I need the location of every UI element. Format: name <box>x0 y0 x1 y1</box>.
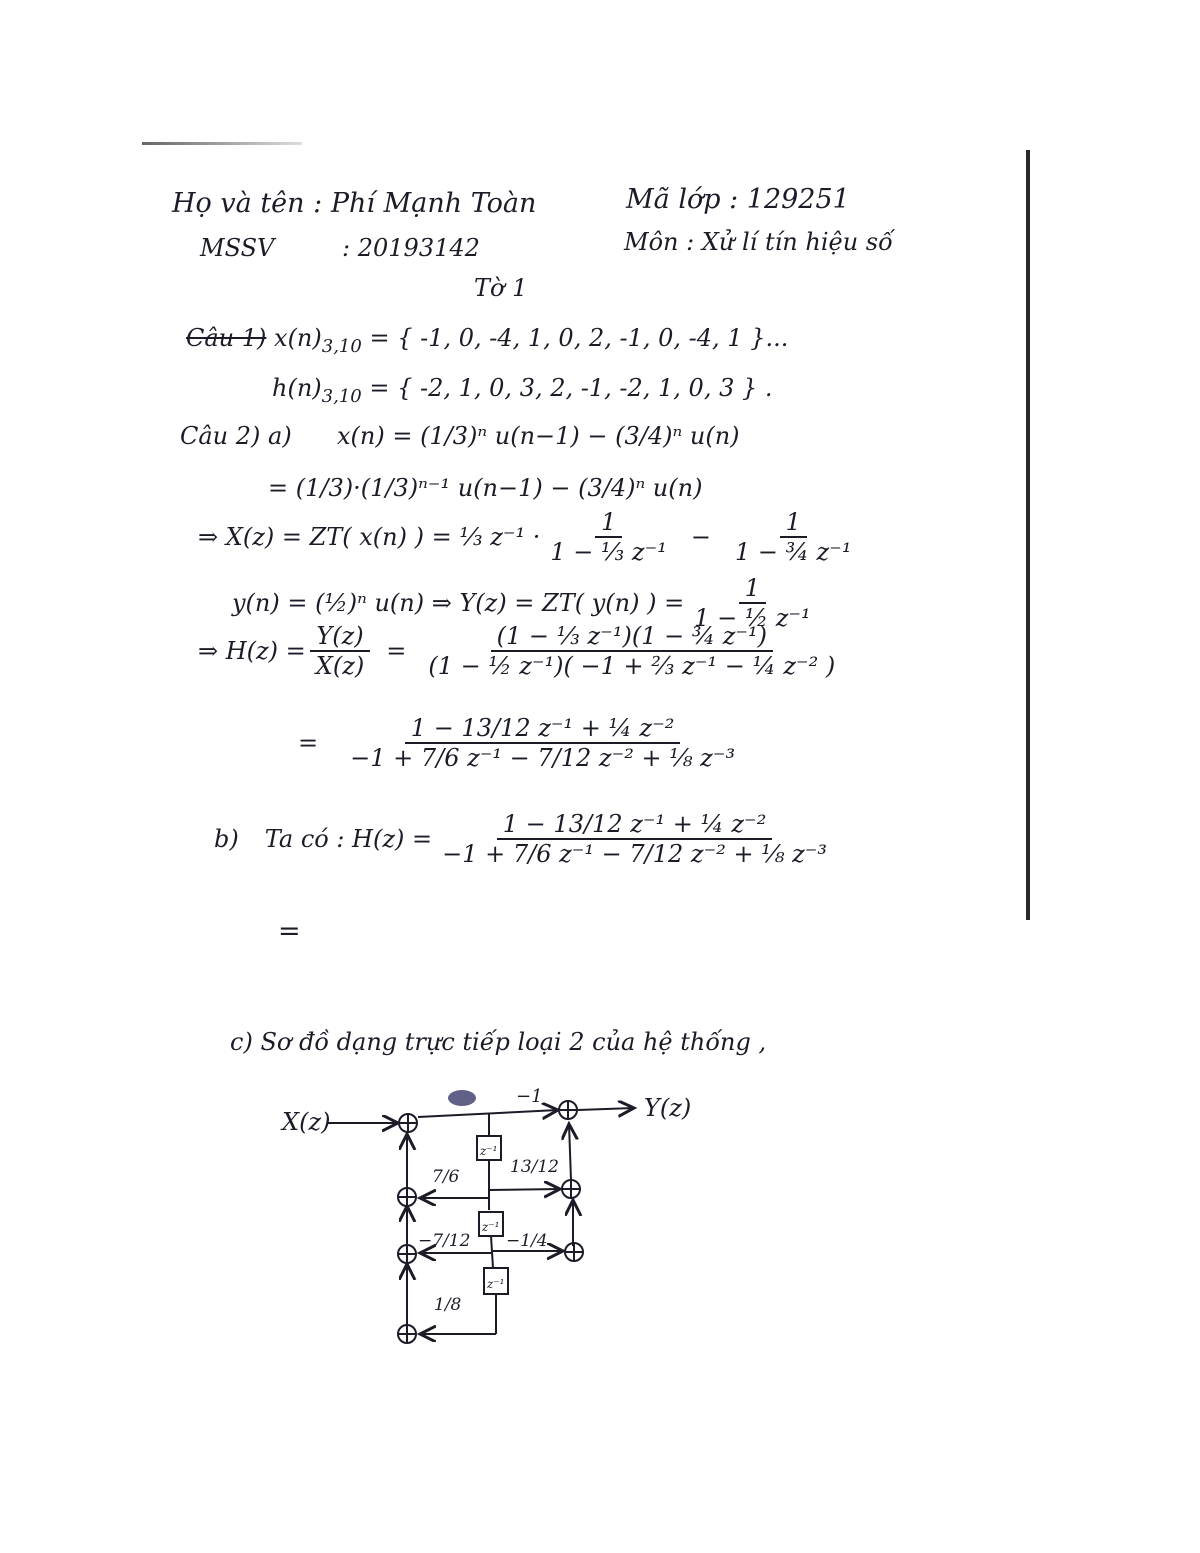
q2a-line6: = $\frac{\text{1 − 13/12 z⁻¹ + ¼ z⁻²}}{\text{−1 + 7/6 z⁻¹ − 7/12 z⁻² + ⅛ z⁻³}}$ <box>298 716 745 770</box>
q2b-part: b) <box>214 825 239 853</box>
adder-left-1 <box>398 1188 416 1206</box>
q2b-text: Ta có : H(z) = <box>264 825 433 853</box>
delay-label-2: z⁻¹ <box>482 1220 500 1234</box>
student-id-value: 20193142 <box>357 234 480 262</box>
q2a-y-fraction: $\frac{1}{\text{1 − ½ z⁻¹}}$ <box>694 574 811 632</box>
gain-left-1: 7/6 <box>432 1167 460 1187</box>
gain-left-3: 1/8 <box>434 1295 462 1315</box>
name-label: Họ và tên <box>172 188 305 219</box>
q2a-ztransform-x: ⇒ X(z) = ZT( x(n) ) = ⅓ z⁻¹ · <box>198 523 541 551</box>
q2c-text: Sơ đồ dạng trực tiếp loại 2 của hệ thống , <box>260 1028 767 1056</box>
class-field: Mã lớp : 129251 <box>626 184 850 215</box>
student-id-label: MSSV <box>200 234 275 262</box>
q2a-y-definition: y(n) = (½)ⁿ u(n) ⇒ Y(z) = ZT( y(n) ) = <box>232 589 685 617</box>
output-line <box>578 1108 634 1110</box>
adder-left-2 <box>398 1245 416 1263</box>
feedforward-branch-1 <box>489 1189 560 1190</box>
q2b-equals: = <box>278 916 301 947</box>
gain-left-2: −7/12 <box>418 1231 471 1251</box>
student-id-field: MSSV : 20193142 <box>200 234 480 262</box>
q2a-fraction-2: $\frac{1}{\text{1 − ¾ z⁻¹}}$ <box>734 508 852 566</box>
q2a-line2: = (1/3)·(1/3)ⁿ⁻¹ u(n−1) − (3/4)ⁿ u(n) <box>268 474 703 502</box>
q1-x-sequence: = { -1, 0, -4, 1, 0, 2, -1, 0, -4, 1 }... <box>369 324 789 352</box>
class-value: 129251 <box>746 184 850 215</box>
sheet-number: Tờ 1 <box>474 274 528 302</box>
subject-label: Môn <box>624 228 679 256</box>
ink-blot <box>448 1090 476 1106</box>
adder-input <box>399 1114 417 1132</box>
q2a-h-expanded: $\frac{\text{1 − 13/12 z⁻¹ + ¼ z⁻²}}{\text{−1 + 7/6 z⁻¹ − 7/12 z⁻² + ⅛ z⁻³}}$ <box>350 714 736 772</box>
delay-label-1: z⁻¹ <box>480 1144 498 1158</box>
adder-right-2 <box>565 1243 583 1261</box>
q2a-h-factored: $\frac{\text{(1 − ⅓ z⁻¹)(1 − ¾ z⁻¹)}}{\text{(1 − ½ z⁻¹)( −1 + ⅔ z⁻¹ − ¼ z⁻² )}}$ <box>428 622 836 680</box>
q1-label: Câu 1) <box>186 324 267 352</box>
adder-left-3 <box>398 1325 416 1343</box>
q2a-h-lhs: ⇒ H(z) = <box>198 637 306 665</box>
q2a-fraction-1: $\frac{1}{\text{1 − ⅓ z⁻¹}}$ <box>550 508 667 566</box>
q2a-part: a) <box>268 422 292 450</box>
gain-right-1: 13/12 <box>510 1157 559 1177</box>
name-value: Phí Mạnh Toàn <box>330 188 537 219</box>
delay-label-3: z⁻¹ <box>487 1277 505 1291</box>
q1-h-lhs: h(n) <box>272 374 322 402</box>
subject-field: Môn : Xử lí tín hiệu số <box>624 228 893 256</box>
q2a-x-definition: x(n) = (1/3)ⁿ u(n−1) − (3/4)ⁿ u(n) <box>336 422 740 450</box>
q2b-h-fraction: $\frac{\text{1 − 13/12 z⁻¹ + ¼ z⁻²}}{\text{−1 + 7/6 z⁻¹ − 7/12 z⁻² + ⅛ z⁻³}}$ <box>442 810 828 868</box>
q1-h-sequence: = { -2, 1, 0, 3, 2, -1, -2, 1, 0, 3 } . <box>369 374 773 402</box>
q2a-line5: ⇒ H(z) = $\frac{Y(z)}{X(z)}$ = $\frac{\text{(1 − ⅓ z⁻¹)(1 − ¾ z⁻¹)}}{\text{(1 − ½ z⁻¹)( −1 + ⅔ z⁻¹ − ¼ z⁻² )}}$ <box>198 624 845 678</box>
adder-right-1 <box>562 1180 580 1198</box>
q2a-h-ratio: $\frac{Y(z)}{X(z)}$ <box>310 624 370 678</box>
q2c-part: c) <box>230 1028 253 1056</box>
class-label: Mã lớp <box>626 184 721 215</box>
gain-top: −1 <box>516 1086 543 1107</box>
q2a-minus: − <box>690 523 711 551</box>
q1-h-sub: 3,10 <box>321 385 362 407</box>
name-field: Họ và tên : Phí Mạnh Toàn <box>172 188 537 219</box>
diagram-output-label: Y(z) <box>644 1094 692 1122</box>
q1-x-lhs: x(n) <box>274 324 322 352</box>
adder-output <box>559 1101 577 1119</box>
subject-value: Xử lí tín hiệu số <box>701 228 893 256</box>
q1-x-sub: 3,10 <box>321 335 362 357</box>
diagram-input-label: X(z) <box>282 1108 331 1136</box>
gain-right-2: −1/4 <box>506 1231 548 1251</box>
q2-label: Câu 2) <box>180 422 261 450</box>
right-chain-2 <box>569 1124 571 1180</box>
